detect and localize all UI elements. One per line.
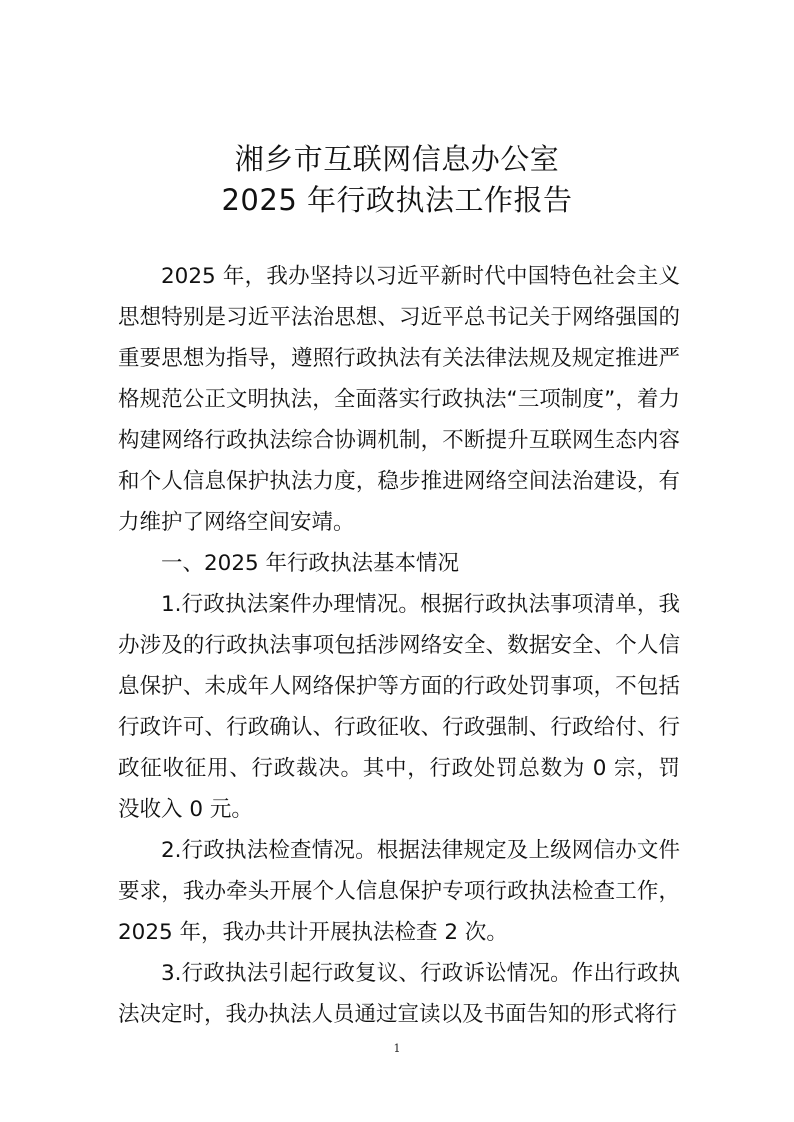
paragraph-case-handling: 1.行政执法案件办理情况。根据行政执法事项清单，我办涉及的行政执法事项包括涉网络安全、数据安全、个人信息保护、未成年人网络保护等方面的行政处罚事项，不包括行政许可、行政确认、行政征收、行政强制、行政给付、行政征收征用、行政裁决。其中，行政处罚总数为 0 宗，罚没收入 0 元。 xyxy=(118,592,680,822)
section-heading-1: 一、2025 年行政执法基本情况 xyxy=(161,551,460,576)
document-title-line-2: 2025 年行政执法工作报告 xyxy=(221,183,573,217)
paragraph-inspection: 2.行政执法检查情况。根据法律规定及上级网信办文件要求，我办牵头开展个人信息保护专项行政执法检查工作，2025 年，我办共计开展执法检查 2 次。 xyxy=(118,838,680,945)
document-title-line-1: 湘乡市互联网信息办公室 xyxy=(234,142,560,176)
page-number: 1 xyxy=(393,1042,401,1055)
intro-paragraph: 2025 年，我办坚持以习近平新时代中国特色社会主义思想特别是习近平法治思想、习近平总书记关于网络强国的重要思想为指导，遵照行政执法有关法律法规及规定推进严格规范公正文明执法，全面落实行政执法“三项制度”，着力构建网络行政执法综合协调机制，不断提升互联网生态内容和个人信息保护执法力度，稳步推进网络空间法治建设，有力维护了网络空间安靖。 xyxy=(118,264,680,535)
document-body xyxy=(118,256,680,1035)
paragraph-review-litigation: 3.行政执法引起行政复议、行政诉讼情况。作出行政执法决定时，我办执法人员通过宣读以及书面告知的形式将行 xyxy=(118,961,680,1027)
